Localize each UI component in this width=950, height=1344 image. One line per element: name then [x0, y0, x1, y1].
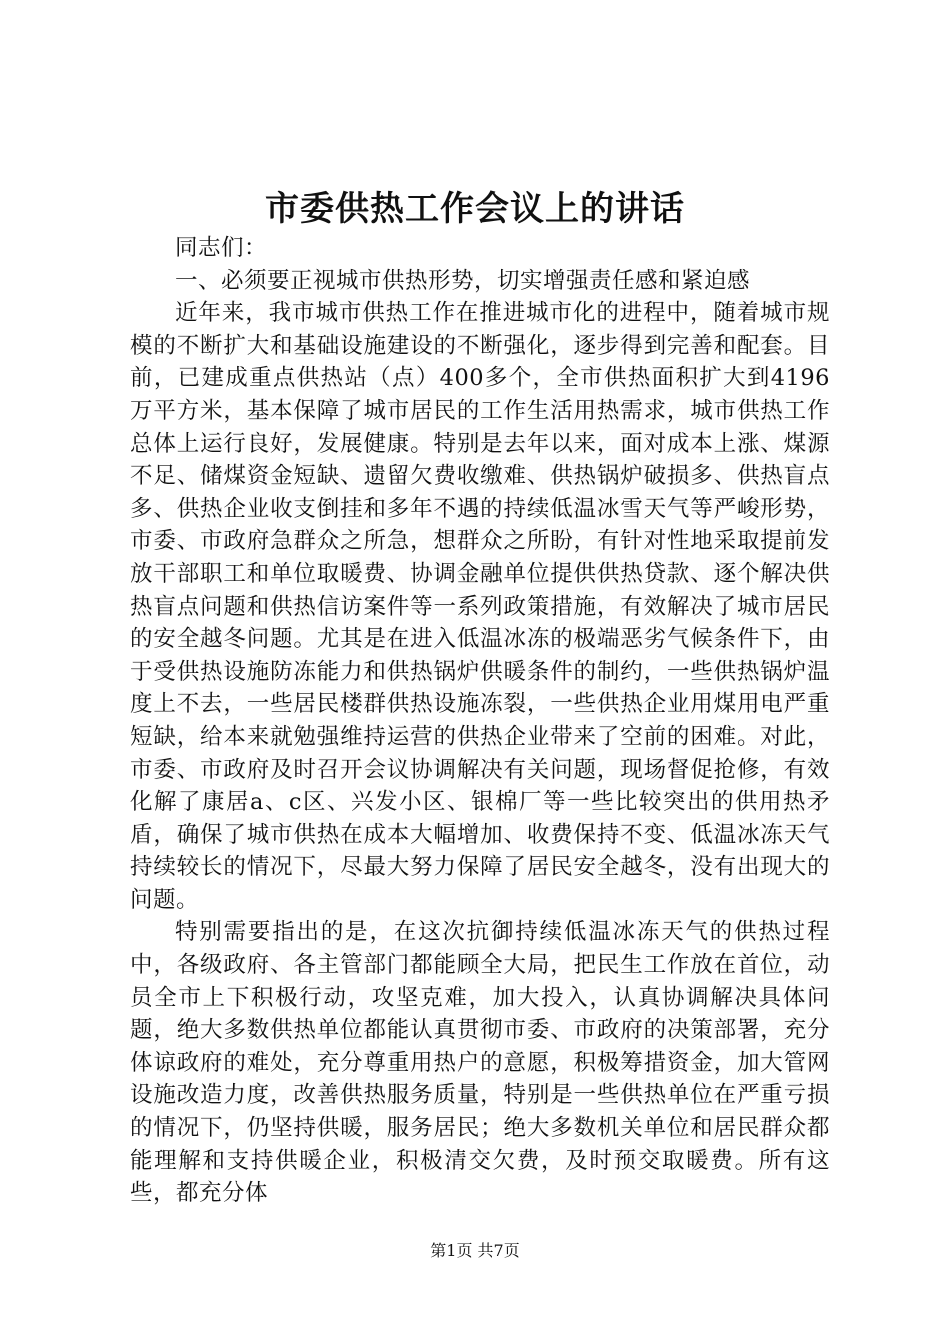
document-body [130, 232, 830, 1210]
salutation: 同志们： [175, 235, 268, 261]
document-title: 市委供热工作会议上的讲话 [265, 189, 685, 229]
page-number-footer: 第1页 共7页 [430, 1241, 520, 1260]
paragraph-1: 近年来，我市城市供热工作在推进城市化的进程中，随着城市规模的不断扩大和基础设施建设的不断强化，逐步得到完善和配套。目前，已建成重点供热站（点）400多个，全市供热面积扩大到4196万平方米，基本保障了城市居民的工作生活用热需求，城市供热工作总体上运行良好，发展健康。特别是去年以来，面对成本上涨、煤源不足、储煤资金短缺、遗留欠费收缴难、供热锅炉破损多、供热盲点多、供热企业收支倒挂和多年不遇的持续低温冰雪天气等严峻形势，市委、市政府急群众之所急，想群众之所盼，有针对性地采取提前发放干部职工和单位取暖费、协调金融单位提供供热贷款、逐个解决供热盲点问题和供热信访案件等一系列政策措施，有效解决了城市居民的安全越冬问题。尤其是在进入低温冰冻的极端恶劣气候条件下，由于受供热设施防冻能力和供热锅炉供暖条件的制约，一些供热锅炉温度上不去，一些居民楼群供热设施冻裂，一些供热企业用煤用电严重短缺，给本来就勉强维持运营的供热企业带来了空前的困难。对此，市委、市政府及时召开会议协调解决有关问题，现场督促抢修，有效化解了康居a、c区、兴发小区、银棉厂等一些比较突出的供用热矛盾，确保了城市供热在成本大幅增加、收费保持不变、低温冰冻天气持续较长的情况下，尽最大努力保障了居民安全越冬，没有出现大的问题。 [130, 300, 830, 913]
section-heading: 一、必须要正视城市供热形势，切实增强责任感和紧迫感 [175, 267, 751, 294]
paragraph-2: 特别需要指出的是，在这次抗御持续低温冰冻天气的供热过程中，各级政府、各主管部门都能顾全大局，把民生工作放在首位，动员全市上下积极行动，攻坚克难，加大投入，认真协调解决具体问题，绝大多数供热单位都能认真贯彻市委、市政府的决策部署，充分体谅政府的难处，充分尊重用热户的意愿，积极筹措资金，加大管网设施改造力度，改善供热服务质量，特别是一些供热单位在严重亏损的情况下，仍坚持供暖，服务居民；绝大多数机关单位和居民群众都能理解和支持供暖企业，积极清交欠费，及时预交取暖费。所有这些，都充分体 [130, 919, 830, 1207]
